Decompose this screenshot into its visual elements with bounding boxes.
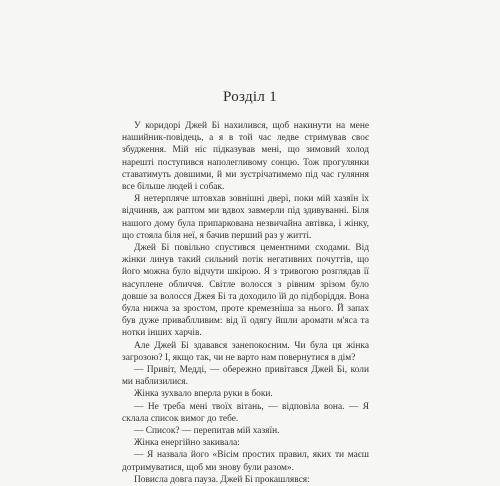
paragraph: Жінка зухвало вперла руки в боки. [134,389,273,400]
paragraph: — Не треба мені твоїх вітань, — відповіла вона. — Я склала список вимог до тебе. [122,401,369,424]
paragraph: Джей Бі повільно спустився цементними сходами. Від жінки линув такий сильний потік негативних почуттів, що його можна було відчути шкірою. Я з тривогою розглядав її насуплене обличчя. Світле волосся з рівним зрізом було довше за волосся Джея Бі та доходило їй до підборіддя. Вона була нижча за зростом, проте кремезніша за нього. Й запах був дуже приваблливим: від її одягу йшли аромати м'яса та нотки інших харчів. [122,243,369,339]
paragraph: Жінка енергійно закивала: [134,438,240,449]
paragraph: — Список? — перепитав мій хазяїн. [134,426,280,437]
body-text [122,120,369,486]
paragraph: У коридорі Джей Бі нахилився, щоб накинути на мене нашийник-повідець, а я в той час ледве стримував своє збудження. Мій ніс підказував мені, що зимовий холод нарешті поступився наполегливому сонцю. Тож прогулянки ставатимуть довшими, й ми зустрічатимемо під час гуляння все більше людей і собак. [122,121,369,193]
paragraph: Але Джей Бі здавався занепокоєним. Чи була ця жінка загрозою? І, якщо так, чи не варто нам повернутися в дім? [122,340,369,363]
paragraph: — Я назвала його «Вісім простих правил, яких ти маєш дотримуватися, щоб ми знову були разом». [122,450,369,473]
chapter-title: Розділ 1 [222,89,278,105]
paragraph: Я нетерпляче штовхав зовнішні двері, поки мій хазяїн їх відчиняв, аж раптом ми вдвох завмерли під здивуванні. Біля нашого дому була припаркована незвичайна автівка, і жінку, що стояла біля неї, я бачив перший раз у житті. [122,194,369,241]
paragraph: Повисла довга пауза. Джей Бі прокашлявся: [134,474,310,485]
paragraph: — Привіт, Медді, — обережно привітався Джей Бі, коли ми наблизилися. [122,365,369,388]
